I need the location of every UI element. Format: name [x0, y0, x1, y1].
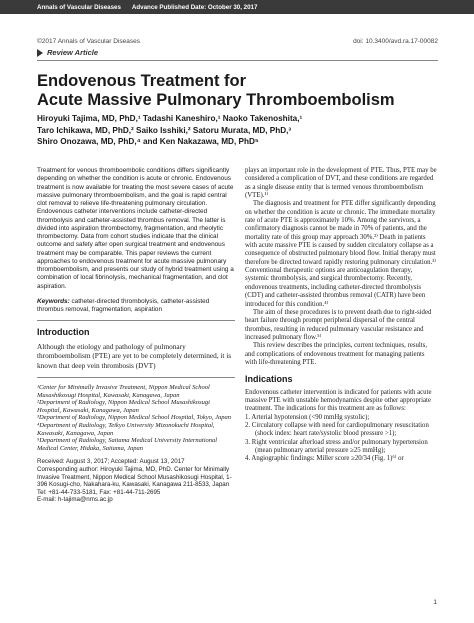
title-line-2: Acute Massive Pulmonary Thromboembolism: [37, 91, 395, 109]
introduction-heading: Introduction: [37, 327, 90, 338]
list-item: 3. Right ventricular afterload stress and/or pulmonary hypertension (mean pulmonary arterial pressure ≥25 mmHg);: [245, 438, 428, 454]
authors-line: Taro Ichikawa, MD, PhD,² Saiko Isshiki,² Satoru Murata, MD, PhD,³: [37, 125, 292, 135]
left-column: [37, 167, 235, 504]
affiliation: ⁴Department of Radiology, Teikyo University Mizonokuchi Hospital, Kawasaki, Kanagawa, Japan: [37, 422, 215, 437]
keywords-label: Keywords:: [37, 297, 70, 305]
published-date: Advance Published Date: October 30, 2017: [131, 3, 258, 11]
affiliation: ³Department of Radiology, Nippon Medical School Hospital, Tokyo, Japan: [37, 414, 231, 422]
abstract: Treatment for venous thromboembolic conditions differs significantly depending on whether the condition is acute or chronic. Endovenous treatment is now available for treating the most severe cases of acute massive pulmonary thromboembolism, and the goal is rapid central clot removal to relieve life-threatening pulmonary circulation. Endovenous catheter interventions include catheter-directed thrombolysis and catheter-assisted thrombus removal. The latter is divided into aspiration thrombectomy, fragmentation, and rheolytic thrombectomy. Data from cohort studies indicate that the clinical outcome and safety after open surgical treatment and endovenous treatment may be comparable. This paper reviews the current approaches to endovenous treatment for acute massive pulmonary thromboembolism, and presents our study of hybrid treatment using a combination of local fibrinolysis, mechanical fragmentation, and clot aspiration.: [37, 167, 234, 290]
doi[interactable]: doi: 10.3400/avd.ra.17-00082: [353, 38, 438, 45]
body-paragraph: The aim of these procedures is to prevent death due to right-sided heart failure through prompt peripheral dispersal of the central thrombus, resulting in reduced pulmonary vascular resistance and increased pulmonary flow.⁵⁾: [245, 308, 432, 341]
list-item: 4. Angiographic findings: Miller score ≥20/34 (Fig. 1)⁶⁾ or: [245, 455, 404, 463]
article-type-badge: [37, 48, 98, 57]
affiliation: ¹Center for Minimally Invasive Treatment, Nippon Medical School Musashikosugi Hospital, Kawasaki, Kanagawa, Japan: [37, 384, 210, 399]
correspondence-block: [37, 458, 235, 504]
affiliation: ⁵Department of Radiology, Saitama Medical University International Medical Center, Hidaka, Saitama, Japan: [37, 437, 218, 452]
affiliation: ²Department of Radiology, Nippon Medical School Musashikosugi Hospital, Kawasaki, Kanagawa, Japan: [37, 399, 210, 414]
article-meta: [37, 38, 438, 45]
page-number: 1: [433, 599, 437, 606]
article-type: Review Article: [47, 48, 98, 57]
body-paragraph: The diagnosis and treatment for PTE differ significantly depending on whether the condition is acute or chronic. The immediate mortality rate of acute PTE is approximately 10%. Among the survivors, a confirmatory diagnosis cannot be made in 70% of patients, and the mortality rate of this group may approach 30%.²⁾ Death in patients with acute massive PTE is caused by sudden circulatory collapse as a consequence of obstructed pulmonary blood flow. Initial therapy must therefore be directed toward rapidly restoring pulmonary circulation.³⁾ Conventional therapeutic options are anticoagulation therapy, systemic thrombolysis, and surgical thrombectomy. Recently, endovenous treatments, including catheter-directed thrombolysis (CDT) and catheter-assisted thrombus removal (CATR) have been introduced for this condition.⁴⁾: [245, 200, 436, 308]
introduction-text: Although the etiology and pathology of pulmonary thromboembolism (PTE) are yet to be completely determined, it is known that deep vein thrombosis (DVT): [37, 341, 232, 370]
keywords: [37, 298, 235, 315]
header-divider: [37, 60, 438, 61]
indications-list: [245, 414, 437, 464]
list-item: 2. Circulatory collapse with need for cardiopulmonary resuscitation (shock index: heart rate/systolic blood pressure >1);: [245, 421, 429, 438]
indications-text: Endovenous catheter intervention is indicated for patients with acute massive PTE with unstable hemodynamics despite other appropriate treatment. The indications for this treatment are as follows:: [245, 388, 432, 413]
title-line-1: Endovenous Treatment for: [37, 72, 247, 90]
correspondence-phone: Tel: +81-44-733-5181, Fax: +81-44-711-2695: [37, 488, 161, 496]
keywords-text: catheter-directed thrombolysis, catheter-assisted thrombus removal, fragmentation, aspiration: [37, 297, 210, 313]
article-title: [37, 72, 437, 110]
correspondence-address: Corresponding author: Hiroyuki Tajima, MD, PhD. Center for Minimally Invasive Treatment, Nippon Medical School Musashikosugi Hospital, 1-396 Kosugi-cho, Nakahara-ku, Kawasaki, Kanagawa 211-8533, Japan: [37, 466, 232, 489]
authors-line: Hiroyuki Tajima, MD, PhD,¹ Tadashi Kaneshiro,¹ Naoko Takenoshita,¹: [37, 114, 303, 123]
journal-header-bar: [0, 0, 474, 14]
body-paragraph: This review describes the principles, current techniques, results, and complications of endovenous treatment for managing patients with life-threatening PTE.: [245, 342, 428, 366]
copyright: ©2017 Annals of Vascular Diseases: [37, 38, 140, 45]
correspondence-email[interactable]: E-mail: h-tajima@nms.ac.jp: [37, 496, 113, 504]
received-date: Received: August 3, 2017; Accepted: August 13, 2017: [37, 458, 185, 466]
right-column: [245, 167, 437, 464]
affiliations: [37, 377, 235, 452]
author-list: [37, 113, 437, 148]
journal-name: Annals of Vascular Diseases: [37, 3, 121, 11]
list-item: 1. Arterial hypotension (<90 mmHg systolic);: [245, 413, 370, 421]
authors-line: Shiro Onozawa, MD, PhD,⁴ and Ken Nakazawa, MD, PhD⁵: [37, 137, 259, 146]
body-paragraph: plays an important role in the development of PTE. Thus, PTE may be considered a complication of DVT, and these conditions are regarded as a single disease entity that is termed venous thromboembolism (VTE).¹⁾: [245, 167, 437, 200]
indications-heading: Indications: [245, 374, 293, 385]
abstract-divider: [37, 320, 235, 321]
triangle-icon: [37, 49, 43, 57]
